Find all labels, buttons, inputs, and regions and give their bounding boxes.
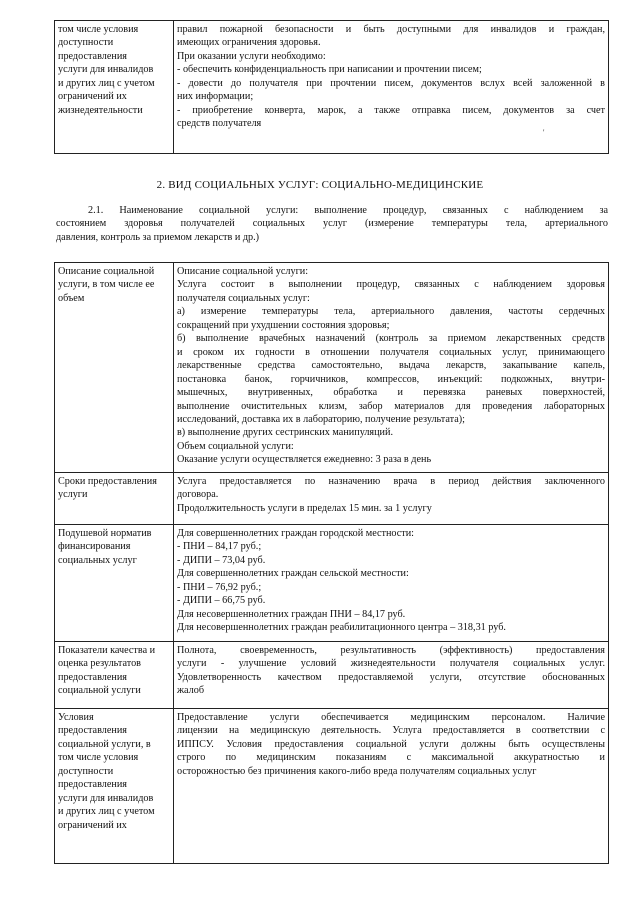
text-line: а) измерение температуры тела, артериального давления, частоты сердечных [177, 306, 605, 318]
label-line: предоставления [58, 50, 127, 62]
label-line: Показатели качества и [58, 645, 156, 656]
service-table [54, 262, 609, 864]
text-line: Оказание услуги осуществляется ежедневно: 3 раза в день [177, 454, 432, 466]
text-line: Для совершеннолетних граждан городской местности: [177, 528, 415, 539]
text-line: сокращений при ухудшении состояния здоровья; [177, 319, 390, 331]
row-label [55, 21, 174, 154]
row-label [55, 473, 174, 525]
table-row [55, 525, 609, 642]
label-line: жизнедеятельности [58, 104, 143, 116]
label-line: ограничений их [58, 91, 127, 103]
text-line: жалоб [177, 685, 205, 697]
label-line: объем [58, 292, 85, 304]
text-line: мышечных, внутривенных, обработка и перевязка раневых поверхностей, [177, 387, 605, 399]
intro-line: 2.1. Наименование социальной услуги: выполнение процедур, связанных с наблюдением за [88, 205, 608, 216]
text-line: средств получателя [177, 118, 262, 130]
row-content [174, 709, 609, 864]
table-row [55, 21, 609, 154]
text-line: ИППСУ. Условия предоставления социальной услуги должны быть осуществлены [177, 738, 605, 750]
text-line: - ПНИ – 76,92 руб.; [177, 581, 262, 593]
text-line: строго по медицинским показаниям с максимальной аккуратностью и [177, 752, 605, 764]
text-line: получателя социальных услуг: [177, 292, 310, 304]
label-line: и других лиц с учетом [58, 77, 155, 89]
table-row [55, 473, 609, 525]
text-line: б) выполнение врачебных назначений (контроль за приемом лекарственных средств [177, 333, 605, 345]
row-label [55, 525, 174, 642]
row-content [174, 473, 609, 525]
text-line: - обеспечить конфиденциальность при написании и прочтении писем; [177, 64, 482, 76]
text-line: Описание социальной услуги: [177, 266, 309, 277]
label-line: социальных услуг [58, 554, 137, 566]
label-line: финансирования [58, 541, 131, 553]
text-line: правил пожарной безопасности и быть доступными для инвалидов и граждан, [177, 24, 605, 35]
label-line: доступности [58, 37, 114, 49]
label-line: социальной услуги [58, 685, 141, 697]
label-line: Подушевой норматив [58, 528, 152, 539]
text-line: исследований, доставка их в лабораторию, получение результата); [177, 413, 465, 425]
text-line: - ДИПИ – 66,75 руб. [177, 595, 266, 607]
text-line: - довести до получателя при прочтении писем, документов вслух всей заложенной в [177, 77, 605, 89]
label-line: услуги для инвалидов [58, 792, 154, 804]
text-line: лекарственные средства самостоятельно, выдача лекарств, закапывание капель, [177, 360, 605, 372]
label-line: том числе условия [58, 24, 139, 35]
intro-line: давления, контроль за приемом лекарств и др.) [56, 231, 260, 243]
text-line: - ПНИ – 84,17 руб.; [177, 541, 262, 553]
text-line: договора. [177, 489, 219, 501]
text-line: осторожностью без причинения какого-либо вреда получателям социальных услуг [177, 765, 537, 777]
row-content [174, 525, 609, 642]
text-line: Объем социальной услуги: [177, 440, 294, 452]
text-line: услуги - улучшение условий жизнедеятельности получателя социальных услуг. [177, 658, 605, 670]
top-table [54, 20, 609, 154]
table-row [55, 642, 609, 709]
label-line: предоставления [58, 725, 127, 737]
text-line: лицензии на медицинскую деятельность. Услуга предоставляется в соответствии с [177, 725, 605, 737]
text-line: Для совершеннолетних граждан сельской местности: [177, 568, 409, 580]
text-line: выполнение очистительных клизм, забор материалов для проведения лабораторных [177, 400, 605, 412]
text-line: Услуга состоит в выполнении процедур, связанных с наблюдением здоровья [177, 279, 605, 291]
text-line: имеющих ограничения здоровья. [177, 37, 321, 49]
text-line: - приобретение конверта, марок, а также отправка писем, документов за счет [177, 104, 605, 116]
text-line: Продолжительность услуги в пределах 15 мин. за 1 услугу [177, 502, 432, 514]
text-line: Услуга предоставляется по назначению врача в период действия заключенного [177, 476, 605, 487]
text-line: При оказании услуги необходимо: [177, 50, 326, 62]
text-line: Предоставление услуги обеспечивается медицинским персоналом. Наличие [177, 712, 605, 723]
text-line: Полнота, своевременность, результативность (эффективность) предоставления [177, 645, 605, 656]
label-line: Сроки предоставления [58, 476, 157, 487]
label-line: и других лиц с учетом [58, 806, 155, 818]
label-line: Описание социальной [58, 266, 155, 277]
label-line: предоставления [58, 779, 127, 791]
label-line: предоставления [58, 671, 127, 683]
table-row [55, 263, 609, 473]
label-line: услуги, в том числе ее [58, 279, 155, 291]
label-line: оценка результатов [58, 658, 141, 670]
text-line: Удовлетворенность качеством предоставляемой услуги, отсутствие обоснованных [177, 671, 605, 683]
text-line: и сроком их годности в отношении получателя социальных услуг, принимающего [177, 346, 605, 358]
label-line: услуги [58, 489, 88, 501]
text-line: - ДИПИ – 73,04 руб. [177, 554, 266, 566]
row-content [174, 263, 609, 473]
row-label [55, 263, 174, 473]
row-label [55, 642, 174, 709]
label-line: услуги для инвалидов [58, 64, 154, 76]
text-line: в) выполнение других сестринских манипуляций. [177, 427, 394, 439]
service-name-paragraph [56, 204, 608, 244]
row-label [55, 709, 174, 864]
table-row [55, 709, 609, 864]
section-title: 2. ВИД СОЦИАЛЬНЫХ УСЛУГ: СОЦИАЛЬНО-МЕДИЦИНСКИЕ [156, 179, 484, 191]
label-line: ограничений их [58, 819, 127, 831]
text-line: Для несовершеннолетних граждан реабилитационного центра – 318,31 руб. [177, 622, 506, 634]
label-line: социальной услуги, в [58, 738, 151, 750]
label-line: доступности [58, 765, 114, 777]
label-line: том числе условия [58, 752, 139, 764]
text-line: Для несовершеннолетних граждан ПНИ – 84,17 руб. [177, 608, 406, 620]
label-line: Условия [58, 712, 94, 723]
row-content [174, 642, 609, 709]
intro-line: состоянием здоровья получателей социальных услуг (измерение температуры тела, артериального [56, 218, 608, 230]
text-line: постановка банок, горчичников, компрессов, инъекций: подкожных, внутри- [177, 373, 605, 385]
scan-mark: ' [543, 128, 545, 137]
text-line: них информации; [177, 91, 254, 103]
